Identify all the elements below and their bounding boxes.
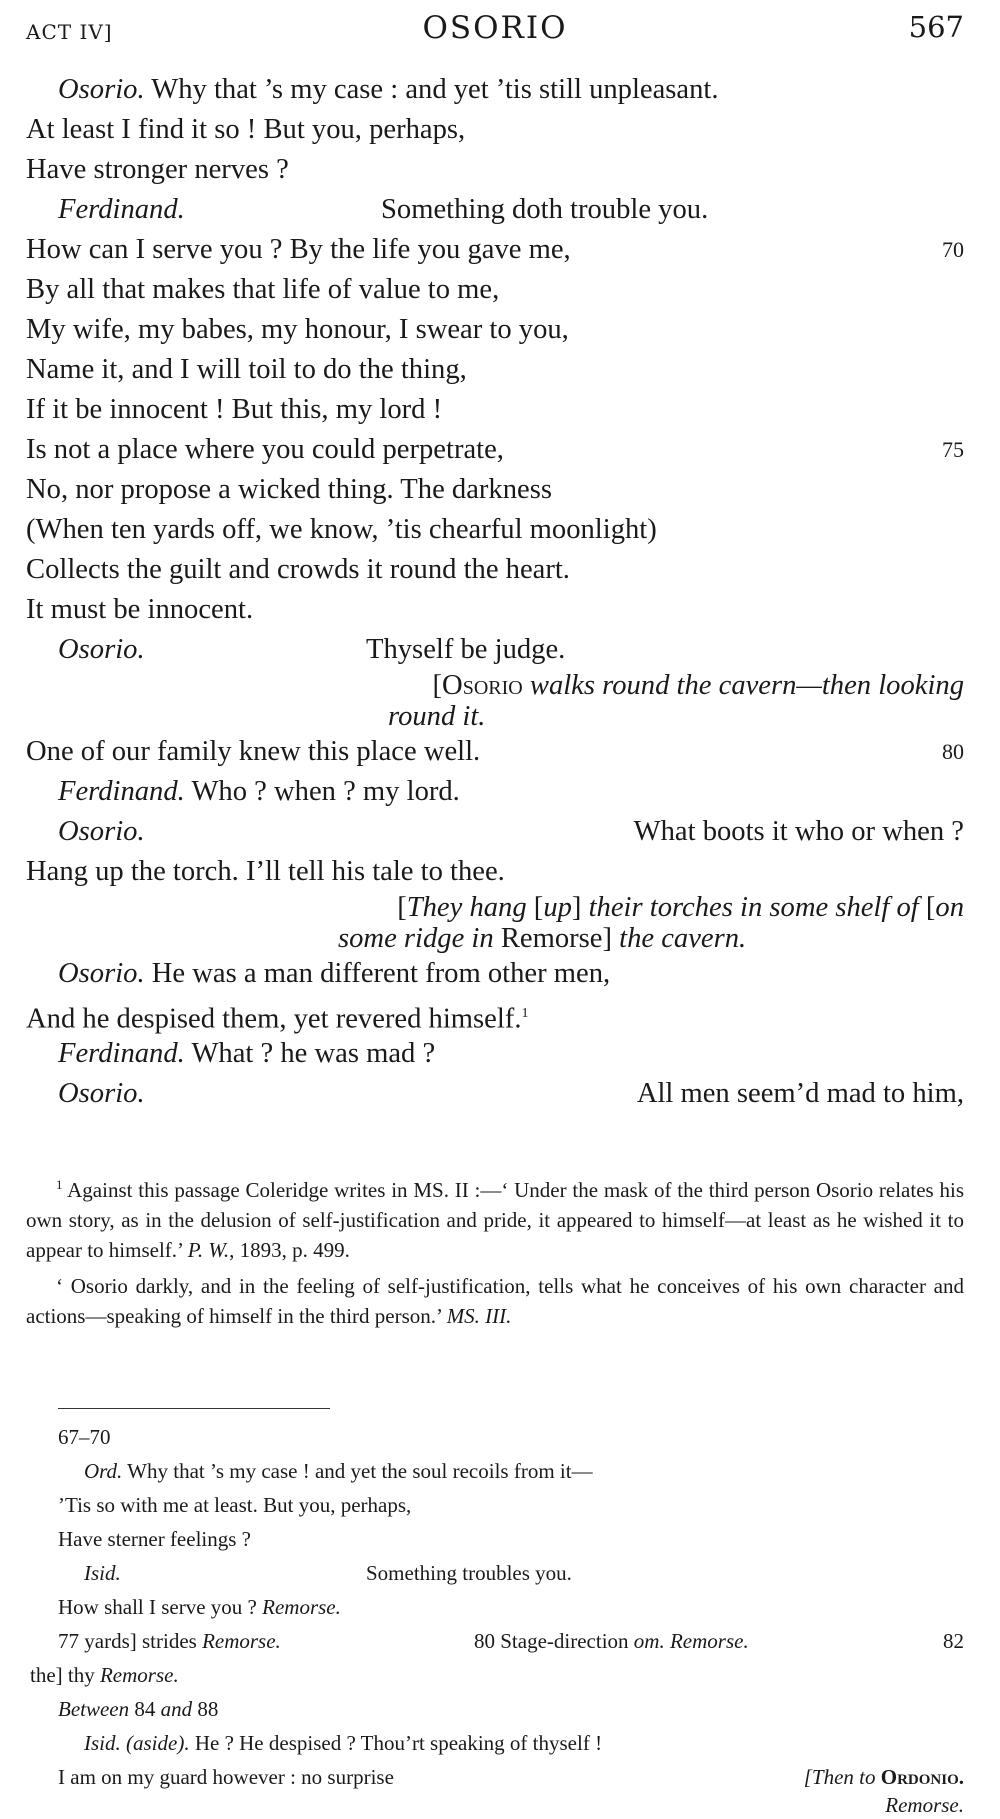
citation: Remorse. [262, 1595, 341, 1619]
verse-line [26, 470, 964, 510]
verse-line [26, 732, 964, 772]
verse-line [26, 230, 964, 270]
footnote-text: Against this passage Coleridge writes in MS. II :—‘ Under the mask of the third person Osorio relates his own story, as in the delusion of self-justification and pride, it appeared to himself—at least as he wished it to appear to himself.’ [26, 1178, 964, 1262]
line-text: At least I find it so ! But you, perhaps, [26, 114, 466, 145]
footnote [26, 1271, 964, 1331]
stage-direction: [Osorio walks round the cavern—then looking [432, 670, 964, 701]
line-text: If it be innocent ! But this, my lord ! [26, 394, 443, 425]
verse-line [26, 590, 964, 630]
verse-line [26, 310, 964, 350]
verse-line [26, 190, 964, 230]
citation: om. Remorse. [633, 1629, 749, 1653]
footnote-text: ‘ Osorio darkly, and in the feeling of self-justification, tells what he conceives of his own character and actions—speaking of himself in the third person.’ [26, 1274, 964, 1328]
verse-line [26, 954, 964, 994]
line-text: (When ten yards off, we know, ’tis chearful moonlight) [26, 514, 657, 545]
line-text: It must be innocent. [26, 594, 254, 625]
speaker-name: Isid. (aside). [84, 1731, 190, 1755]
citation: Remorse. [202, 1629, 281, 1653]
act-label: ACT IV] [26, 20, 113, 44]
footnote-mark: 1 [56, 1177, 63, 1192]
stage-direction [26, 701, 964, 732]
sd-source: Remorse [500, 923, 603, 954]
verse-text [26, 70, 964, 1114]
variant-line: Isid. Something troubles you. [26, 1556, 964, 1590]
verse-line [26, 390, 964, 430]
variant-line: How shall I serve you ? Remorse. [58, 1595, 341, 1619]
variant-line: I am on my guard however : no surprise [Then to Ordonio. [58, 1765, 964, 1789]
verse-line [26, 772, 964, 812]
footnotes [26, 1170, 964, 1337]
line-text: Hang up the torch. I’ll tell his tale to thee. [26, 856, 505, 887]
verse-line [26, 270, 964, 310]
verse-line [26, 550, 964, 590]
line-text: No, nor propose a wicked thing. The darkness [26, 474, 552, 505]
line-text: By all that makes that life of value to me, [26, 274, 500, 305]
speaker-name: Ferdinand. [58, 194, 185, 225]
verse-line [26, 630, 964, 670]
citation: MS. III. [446, 1304, 512, 1328]
line-range: 67–70 [58, 1425, 111, 1449]
line-text: Who ? when ? my lord. [184, 776, 460, 807]
line-number: 80 [942, 739, 964, 764]
line-text: What boots it who or when ? [633, 816, 964, 847]
verse-line [26, 110, 964, 150]
stage-direction: [They hang [up] their torches in some shelf of [on [397, 892, 964, 923]
divider-rule [58, 1408, 330, 1409]
variant-line: Have sterner feelings ? [58, 1527, 251, 1551]
sd-text: the cavern. [612, 923, 747, 954]
speaker-name: Ferdinand. [58, 776, 185, 807]
line-text: He was a man different from other men, [144, 958, 611, 989]
line-text: And he despised them, yet revered himself. [26, 1003, 522, 1035]
footnote-ref: 1 [521, 1006, 529, 1021]
page-number: 567 [908, 10, 964, 44]
sd-text: They hang [406, 892, 534, 923]
variant-line: ’Tis so with me at least. But you, perhaps, [58, 1493, 412, 1517]
sd-text: on [935, 892, 964, 923]
speaker-name: Osorio. [58, 816, 145, 847]
sd-character: Osorio [442, 670, 523, 701]
verse-line [26, 994, 964, 1034]
page-title: OSORIO [422, 10, 568, 46]
line-text: My wife, my babes, my honour, I swear to you, [26, 314, 569, 345]
speaker-name: Osorio. [58, 958, 145, 989]
verse-line [26, 510, 964, 550]
running-header [26, 8, 964, 52]
line-text: All men seem’d mad to him, [636, 1078, 964, 1109]
sd-text: round it. [388, 701, 486, 732]
variant-line: 77 yards] strides Remorse. 80 Stage-direction om. Remorse. 82 [26, 1624, 964, 1658]
speaker-name: Osorio. [58, 1078, 145, 1109]
line-text: Thyself be judge. [366, 634, 566, 665]
variant-line: Between 84 and 88 [58, 1697, 219, 1721]
verse-line [26, 430, 964, 470]
sd-character: Ordonio. [880, 1765, 964, 1789]
sd-text: up [543, 892, 572, 923]
verse-line [26, 1074, 964, 1114]
citation: Remorse. [99, 1663, 179, 1687]
line-number: 75 [942, 437, 964, 462]
verse-line [26, 852, 964, 892]
line-text: Something doth trouble you. [381, 194, 709, 225]
verse-line [26, 70, 964, 110]
speaker-name: Osorio. [58, 74, 145, 105]
line-text: Name it, and I will toil to do the thing, [26, 354, 467, 385]
variant-line [26, 1794, 964, 1816]
speaker-name: Osorio. [58, 634, 145, 665]
stage-direction: some ridge in Remorse] the cavern. [338, 923, 747, 954]
citation: P. W. [187, 1238, 230, 1262]
speaker-name: Ord. [84, 1459, 123, 1483]
verse-line [26, 812, 964, 852]
verse-line [26, 1034, 964, 1074]
verse-line [26, 150, 964, 190]
line-text: Is not a place where you could perpetrate, [26, 434, 504, 465]
line-text: What ? he was mad ? [184, 1038, 436, 1069]
line-text: Have stronger nerves ? [26, 154, 289, 185]
footnote [26, 1170, 964, 1265]
sd-text: walks round the cavern—then looking [522, 670, 964, 701]
variant-readings [26, 1420, 964, 1816]
variant-line: Ord. Why that ’s my case ! and yet the soul recoils from it— [84, 1459, 593, 1483]
footnote-text: , 1893, p. 499. [229, 1238, 350, 1262]
speaker-name: Isid. [84, 1561, 121, 1585]
line-text: How can I serve you ? By the life you gave me, [26, 234, 571, 265]
sd-text: some ridge in [338, 923, 501, 954]
line-text: Collects the guilt and crowds it round the heart. [26, 554, 570, 585]
speaker-name: Ferdinand. [58, 1038, 185, 1069]
line-number: 70 [942, 237, 964, 262]
line-number: 82 [943, 1629, 964, 1653]
variant-line: Isid. (aside). He ? He despised ? Thou’rt speaking of thyself ! [84, 1731, 603, 1755]
citation: Remorse. [885, 1793, 964, 1817]
variant-line: the] thy Remorse. [30, 1663, 179, 1687]
line-text: Why that ’s my case : and yet ’tis still unpleasant. [144, 74, 719, 105]
line-text: One of our family knew this place well. [26, 736, 481, 767]
verse-line [26, 350, 964, 390]
variant-line [26, 1420, 964, 1454]
sd-text: their torches in some shelf of [581, 892, 926, 923]
